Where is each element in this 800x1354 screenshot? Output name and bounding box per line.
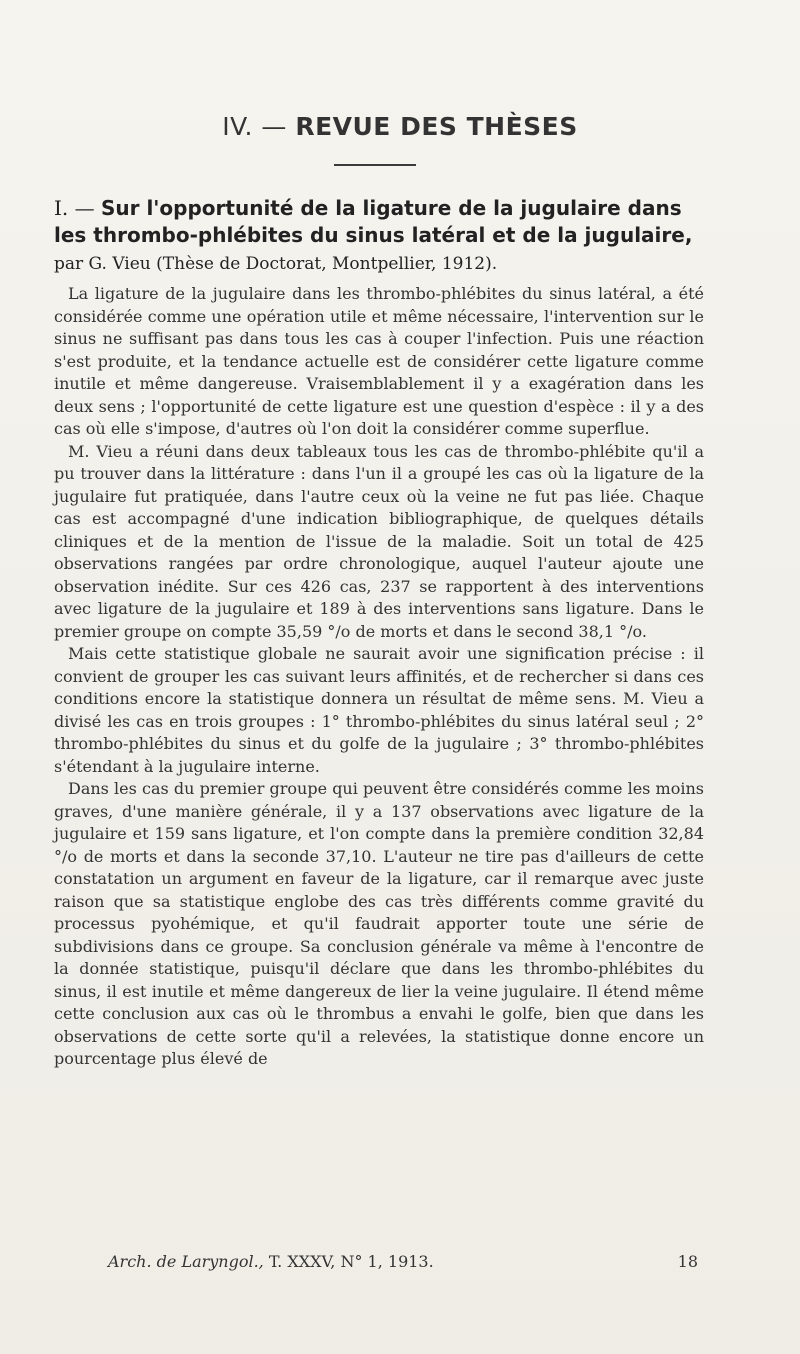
paragraph: M. Vieu a réuni dans deux tableaux tous les cas de thrombo-phlébite qu'il a pu trouver dans la littérature : dans l'un il a groupé les cas où la ligature de la jugulaire fut pratiquée, dans l'autre ceux où la veine ne fut pas liée. Chaque cas est accompagné d'une indication bibliographique, de quelques détails cliniques et de la mention de l'issue de la maladie. Soit un total de 425 observations rangées par ordre chronologique, auquel l'auteur ajoute une observation inédite. Sur ces 426 cas, 237 se rapportent à des interventions avec ligature de la jugulaire et 189 à des interventions sans ligature. Dans le premier groupe on compte 35,59 °/o de morts et dans le second 38,1 °/o. (54, 441, 704, 641)
paragraph: La ligature de la jugulaire dans les thrombo-phlébites du sinus latéral, a été considérée comme une opération utile et même nécessaire, l'intervention sur le sinus ne suffisant pas dans tous les cas à couper l'infection. Puis une réaction s'est produite, et la tendance actuelle est de considérer cette ligature comme inutile et même dangereuse. Vraisemblablement il y a exagération dans les deux sens ; l'opportunité de cette ligature est une question d'espèce : il y a des cas où elle s'impose, d'autres où l'on doit la considérer comme superflue. (54, 284, 704, 438)
article-title-text: Sur l'opportunité de la ligature de la jugulaire dans les thrombo-phlébites du sinus latéral et de la jugulaire, (54, 196, 693, 247)
heading-rule (334, 164, 416, 166)
paragraph: Mais cette statistique globale ne saurait avoir une signification précise : il convient de grouper les cas suivant leurs affinités, et de rechercher si dans ces conditions encore la statistique donnera un résultat de même sens. M. Vieu a divisé les cas en trois groupes : 1° thrombo-phlébites du sinus latéral seul ; 2° thrombo-phlébites du sinus et du golfe de la jugulaire ; 3° thrombo-phlébites s'étendant à la jugulaire interne. (54, 644, 704, 776)
paragraph: Dans les cas du premier groupe qui peuvent être considérés comme les moins graves, d'une manière générale, il y a 137 observations avec ligature de la jugulaire et 159 sans ligature, et l'on compte dans la première condition 32,84 °/o de morts et dans la seconde 37,10. L'auteur ne tire pas d'ailleurs de cette constatation un argument en faveur de la ligature, car il remarque avec juste raison que sa statistique englobe des cas très différents comme gravité du processus pyohémique, et qu'il faudrait apporter toute une série de subdivisions dans ce groupe. Sa conclusion générale va même à l'encontre de la donnée statistique, puisqu'il déclare que dans les thrombo-phlébites du sinus, il est inutile et même dangereux de lier la veine jugulaire. Il étend même cette conclusion aux cas où le thrombus a envahi le golfe, bien que dans les observations de cette sorte qu'il a relevées, la statistique donne encore un pourcentage plus élevé de (54, 779, 704, 1068)
article-title (54, 195, 704, 278)
article-reference: par G. Vieu (Thèse de Doctorat, Montpellier, 1912). (54, 254, 498, 274)
section-title: REVUE DES THÈSES (295, 112, 578, 141)
page-footer (108, 1252, 698, 1271)
section-number: IV. — (222, 112, 287, 141)
article-body (54, 283, 704, 1071)
page-number: 18 (677, 1252, 698, 1271)
footer-journal: Arch. de Laryngol., (108, 1252, 264, 1271)
section-heading (0, 112, 800, 141)
article-index: I. — (54, 196, 95, 220)
footer-citation: T. XXXV, N° 1, 1913. (268, 1252, 434, 1271)
